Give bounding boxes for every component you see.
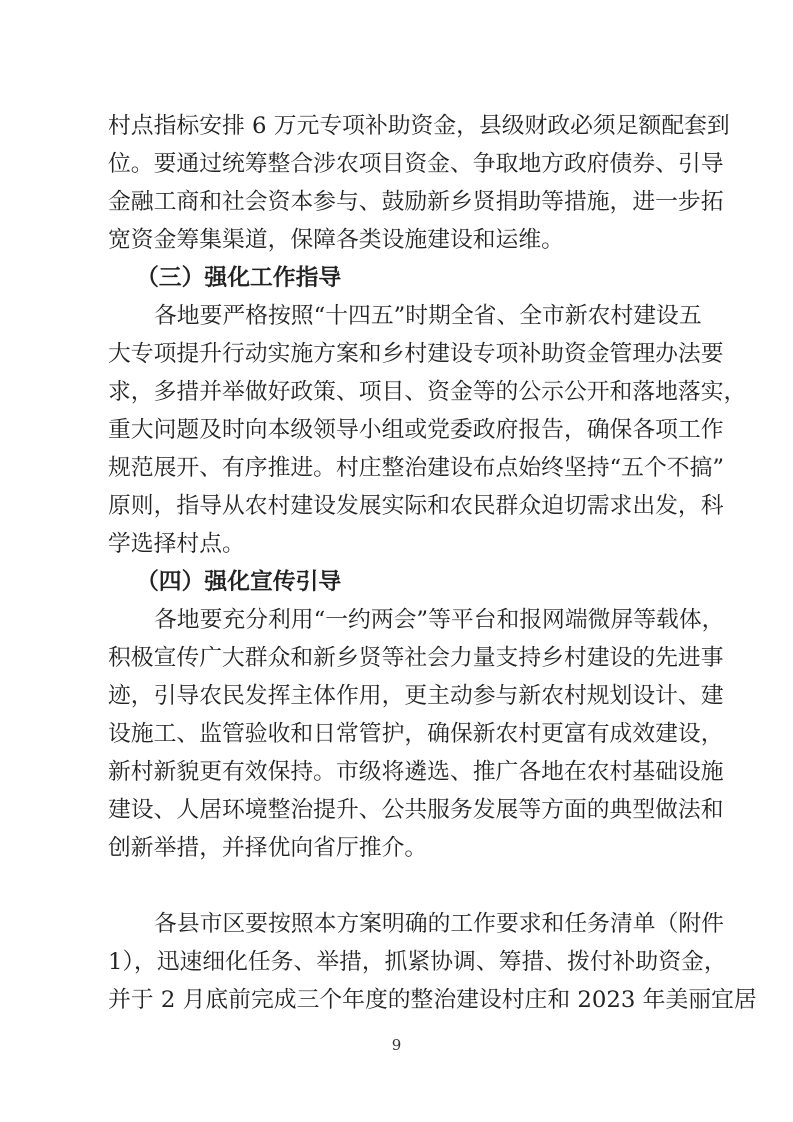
paragraph-start: 各县市区要按照本方案明确的工作要求和任务清单（附件 [154, 911, 724, 937]
body-line: 建设、人居环境整治提升、公共服务发展等方面的典型做法和 [108, 797, 724, 823]
body-line: 创新举措，并择优向省厅推介。 [108, 835, 428, 861]
page-number: 9 [391, 1036, 402, 1054]
body-line: 原则，指导从农村建设发展实际和农民群众迫切需求出发，科 [108, 493, 724, 519]
body-line: 金融工商和社会资本参与、鼓励新乡贤捐助等措施，进一步拓 [108, 189, 724, 215]
body-line: 求，多措并举做好政策、项目、资金等的公示公开和落地落实， [108, 379, 747, 405]
section-heading-four: （四）强化宣传引导 [136, 569, 342, 595]
body-line: 设施工、监管验收和日常管护，确保新农村更富有成效建设， [108, 721, 724, 747]
section-heading-three: （三）强化工作指导 [136, 265, 342, 291]
body-line: 位。要通过统筹整合涉农项目资金、争取地方政府债券、引导 [108, 151, 724, 177]
body-line: 宽资金筹集渠道，保障各类设施建设和运维。 [108, 227, 564, 253]
body-line: 村点指标安排 6 万元专项补助资金，县级财政必须足额配套到 [108, 113, 730, 139]
paragraph-start: 各地要充分利用“一约两会”等平台和报网端微屏等载体， [154, 607, 725, 633]
paragraph-start: 各地要严格按照“十四五”时期全省、全市新农村建设五 [154, 303, 702, 329]
body-line: 并于 2 月底前完成三个年度的整治建设村庄和 2023 年美丽宜居 [108, 987, 757, 1013]
body-line: 学选择村点。 [108, 531, 245, 557]
body-line: 大专项提升行动实施方案和乡村建设专项补助资金管理办法要 [108, 341, 724, 367]
body-line: 新村新貌更有效保持。市级将遴选、推广各地在农村基础设施 [108, 759, 724, 785]
body-line: 规范展开、有序推进。村庄整治建设布点始终坚持“五个不搞” [108, 455, 725, 481]
body-line: 积极宣传广大群众和新乡贤等社会力量支持乡村建设的先进事 [108, 645, 724, 671]
body-line: 1），迅速细化任务、举措，抓紧协调、筹措、拨付补助资金， [108, 949, 727, 975]
body-line: 迹，引导农民发挥主体作用，更主动参与新农村规划设计、建 [108, 683, 724, 709]
body-line: 重大问题及时向本级领导小组或党委政府报告，确保各项工作 [108, 417, 724, 443]
